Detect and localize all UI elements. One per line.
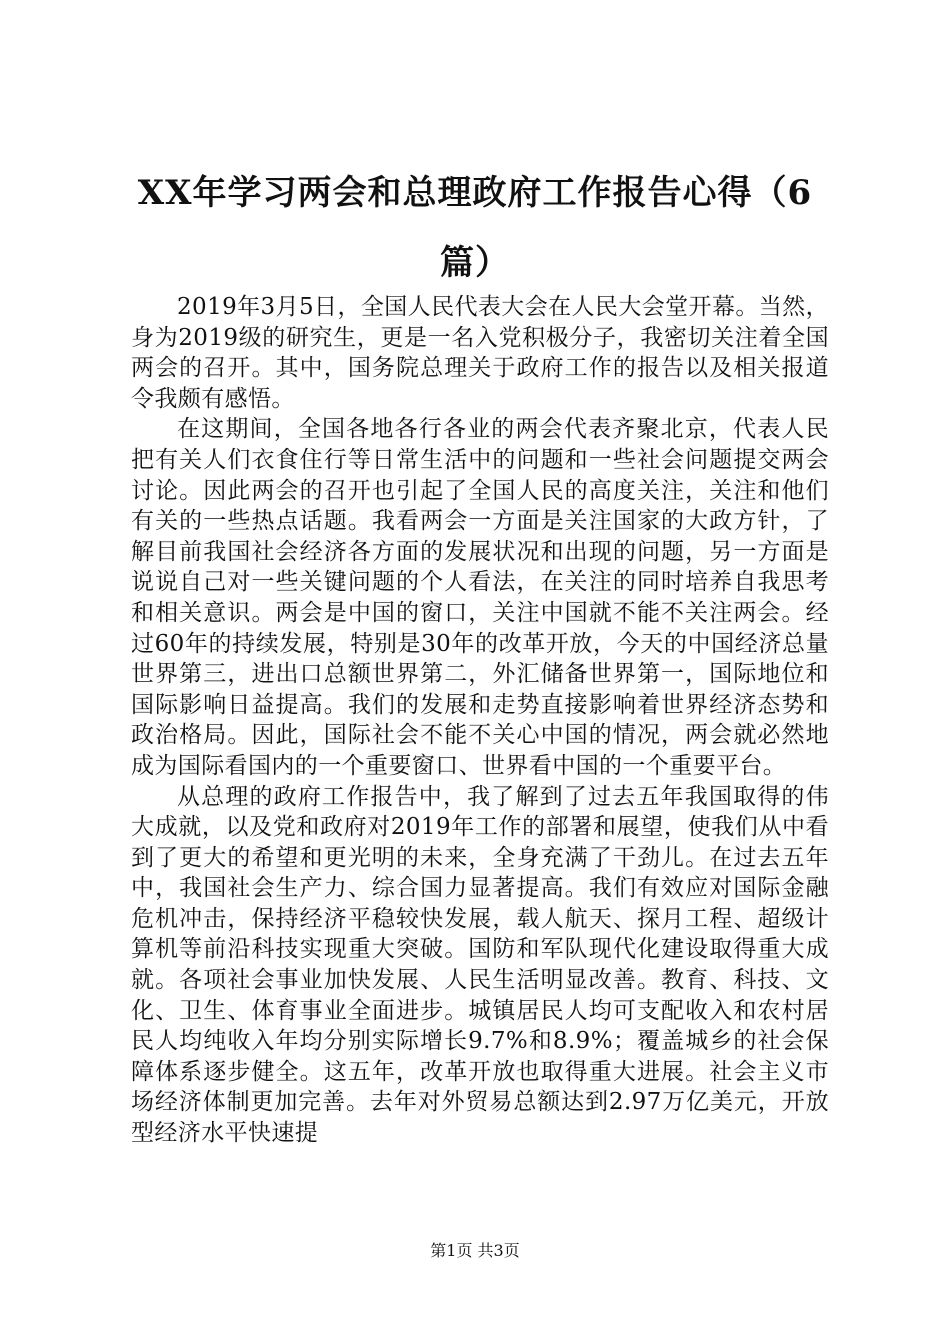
document-body	[131, 292, 829, 1149]
paragraph-3: 从总理的政府工作报告中，我了解到了过去五年我国取得的伟大成就，以及党和政府对2019年工作的部署和展望，使我们从中看到了更大的希望和更光明的未来，全身充满了干劲儿。在过去五年中，我国社会生产力、综合国力显著提高。我们有效应对国际金融危机冲击，保持经济平稳较快发展，载人航天、探月工程、超级计算机等前沿科技实现重大突破。国防和军队现代化建设取得重大成就。各项社会事业加快发展、人民生活明显改善。教育、科技、文化、卫生、体育事业全面进步。城镇居民人均可支配收入和农村居民人均纯收入年均分别实际增长9.7%和8.9%；覆盖城乡的社会保障体系逐步健全。这五年，改革开放也取得重大进展。社会主义市场经济体制更加完善。去年对外贸易总额达到2.97万亿美元，开放型经济水平快速提	[131, 783, 829, 1147]
page-footer: 第1页 共3页	[430, 1241, 520, 1260]
document-title: XX年学习两会和总理政府工作报告心得（6篇）	[137, 173, 813, 283]
paragraph-2: 在这期间，全国各地各行各业的两会代表齐聚北京，代表人民把有关人们衣食住行等日常生活中的问题和一些社会问题提交两会讨论。因此两会的召开也引起了全国人民的高度关注，关注和他们有关的一些热点话题。我看两会一方面是关注国家的大政方针，了解目前我国社会经济各方面的发展状况和出现的问题，另一方面是说说自己对一些关键问题的个人看法，在关注的同时培养自我思考和相关意识。两会是中国的窗口，关注中国就不能不关注两会。经过60年的持续发展，特别是30年的改革开放，今天的中国经济总量世界第三，进出口总额世界第二，外汇储备世界第一，国际地位和国际影响日益提高。我们的发展和走势直接影响着世界经济态势和政治格局。因此，国际社会不能不关心中国的情况，两会就必然地成为国际看国内的一个重要窗口、世界看中国的一个重要平台。	[131, 416, 829, 779]
paragraph-1: 2019年3月5日，全国人民代表大会在人民大会堂开幕。当然，身为2019级的研究生，更是一名入党积极分子，我密切关注着全国两会的召开。其中，国务院总理关于政府工作的报告以及相关报道令我颇有感悟。	[131, 294, 829, 412]
